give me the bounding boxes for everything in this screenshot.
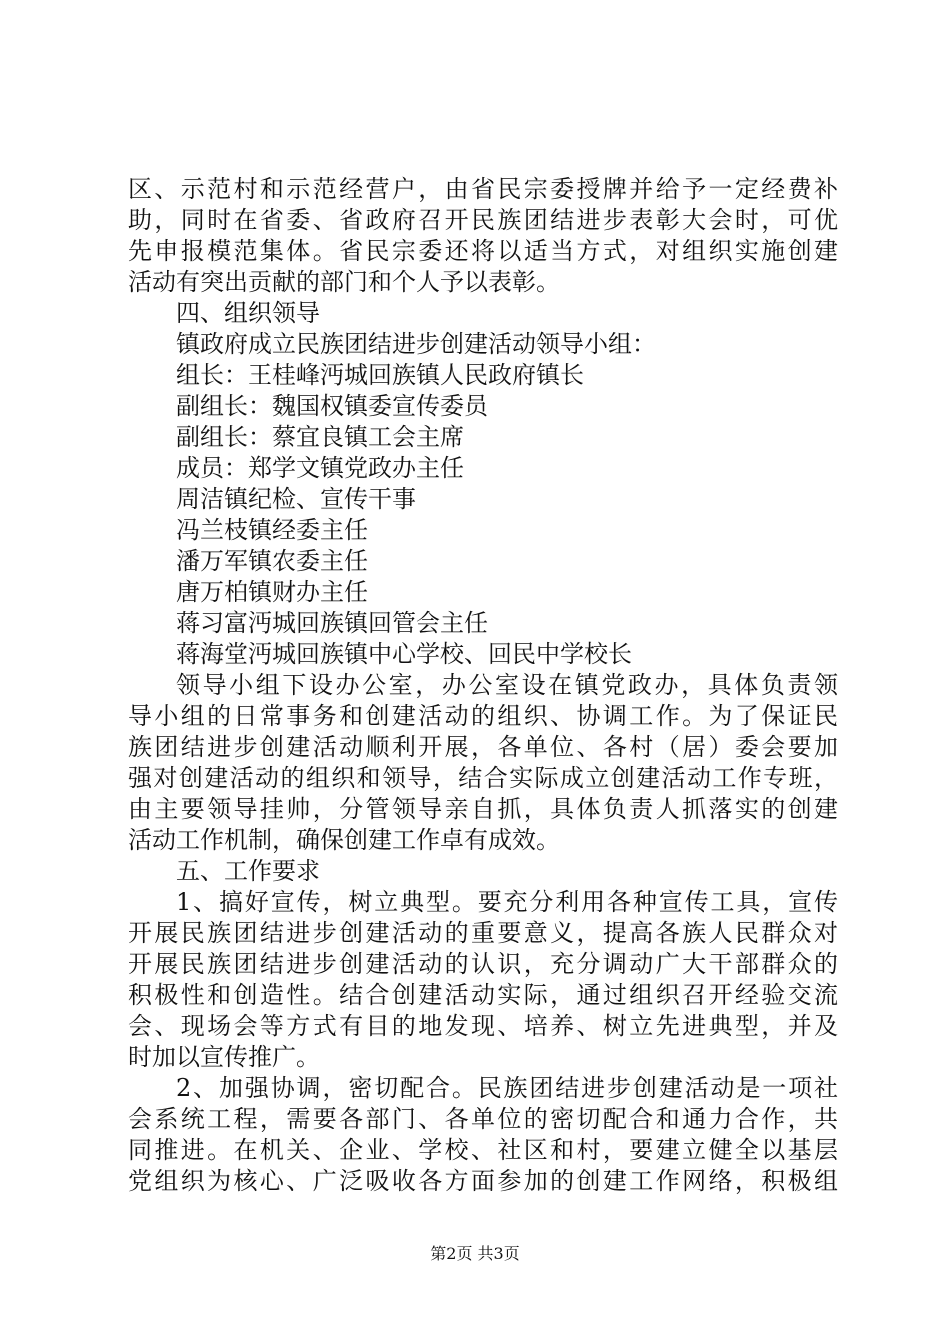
text-line: 区、示范村和示范经营户，由省民宗委授牌并给予一定经费补 bbox=[128, 175, 838, 203]
text-line: 强对创建活动的组织和领导，结合实际成立创建活动工作专班， bbox=[128, 764, 838, 792]
text-line: 组长：王桂峰沔城回族镇人民政府镇长 bbox=[176, 361, 584, 389]
text-line: 助，同时在省委、省政府召开民族团结进步表彰大会时，可优 bbox=[128, 206, 838, 234]
text-line: 五、工作要求 bbox=[176, 857, 320, 885]
text-line: 冯兰枝镇经委主任 bbox=[176, 516, 368, 544]
text-line: 副组长：蔡宜良镇工会主席 bbox=[176, 423, 464, 451]
text-line: 活动有突出贡献的部门和个人予以表彰。 bbox=[128, 268, 560, 296]
text-line: 蒋习富沔城回族镇回管会主任 bbox=[176, 609, 488, 637]
text-line: 四、组织领导 bbox=[176, 299, 320, 327]
text-line: 周洁镇纪检、宣传干事 bbox=[176, 485, 416, 513]
text-line: 领导小组下设办公室，办公室设在镇党政办，具体负责领 bbox=[176, 671, 838, 699]
text-line: 潘万军镇农委主任 bbox=[176, 547, 368, 575]
document-body bbox=[128, 174, 838, 1197]
text-line: 唐万柏镇财办主任 bbox=[176, 578, 368, 606]
text-line: 时加以宣传推广。 bbox=[128, 1043, 320, 1071]
text-line: 会系统工程，需要各部门、各单位的密切配合和通力合作，共 bbox=[128, 1105, 838, 1133]
text-line: 党组织为核心、广泛吸收各方面参加的创建工作网络，积极组 bbox=[128, 1167, 838, 1195]
text-line: 积极性和创造性。结合创建活动实际，通过组织召开经验交流 bbox=[128, 981, 838, 1009]
text-line: 先申报模范集体。省民宗委还将以适当方式，对组织实施创建 bbox=[128, 237, 838, 265]
text-line: 1、搞好宣传，树立典型。要充分利用各种宣传工具，宣传 bbox=[176, 888, 838, 916]
text-line: 成员：郑学文镇党政办主任 bbox=[176, 454, 464, 482]
page-footer: 第2页 共3页 bbox=[430, 1244, 520, 1263]
text-line: 族团结进步创建活动顺利开展，各单位、各村（居）委会要加 bbox=[128, 733, 838, 761]
text-line: 开展民族团结进步创建活动的重要意义，提高各族人民群众对 bbox=[128, 919, 838, 947]
text-line: 活动工作机制，确保创建工作卓有成效。 bbox=[128, 826, 560, 854]
text-line: 开展民族团结进步创建活动的认识，充分调动广大干部群众的 bbox=[128, 950, 838, 978]
text-line: 镇政府成立民族团结进步创建活动领导小组： bbox=[176, 330, 656, 358]
text-line: 会、现场会等方式有目的地发现、培养、树立先进典型，并及 bbox=[128, 1012, 838, 1040]
text-line: 由主要领导挂帅，分管领导亲自抓，具体负责人抓落实的创建 bbox=[128, 795, 838, 823]
text-line: 蒋海堂沔城回族镇中心学校、回民中学校长 bbox=[176, 640, 632, 668]
text-line: 同推进。在机关、企业、学校、社区和村，要建立健全以基层 bbox=[128, 1136, 838, 1164]
text-line: 导小组的日常事务和创建活动的组织、协调工作。为了保证民 bbox=[128, 702, 838, 730]
text-line: 2、加强协调，密切配合。民族团结进步创建活动是一项社 bbox=[176, 1074, 838, 1102]
text-line: 副组长：魏国权镇委宣传委员 bbox=[176, 392, 488, 420]
